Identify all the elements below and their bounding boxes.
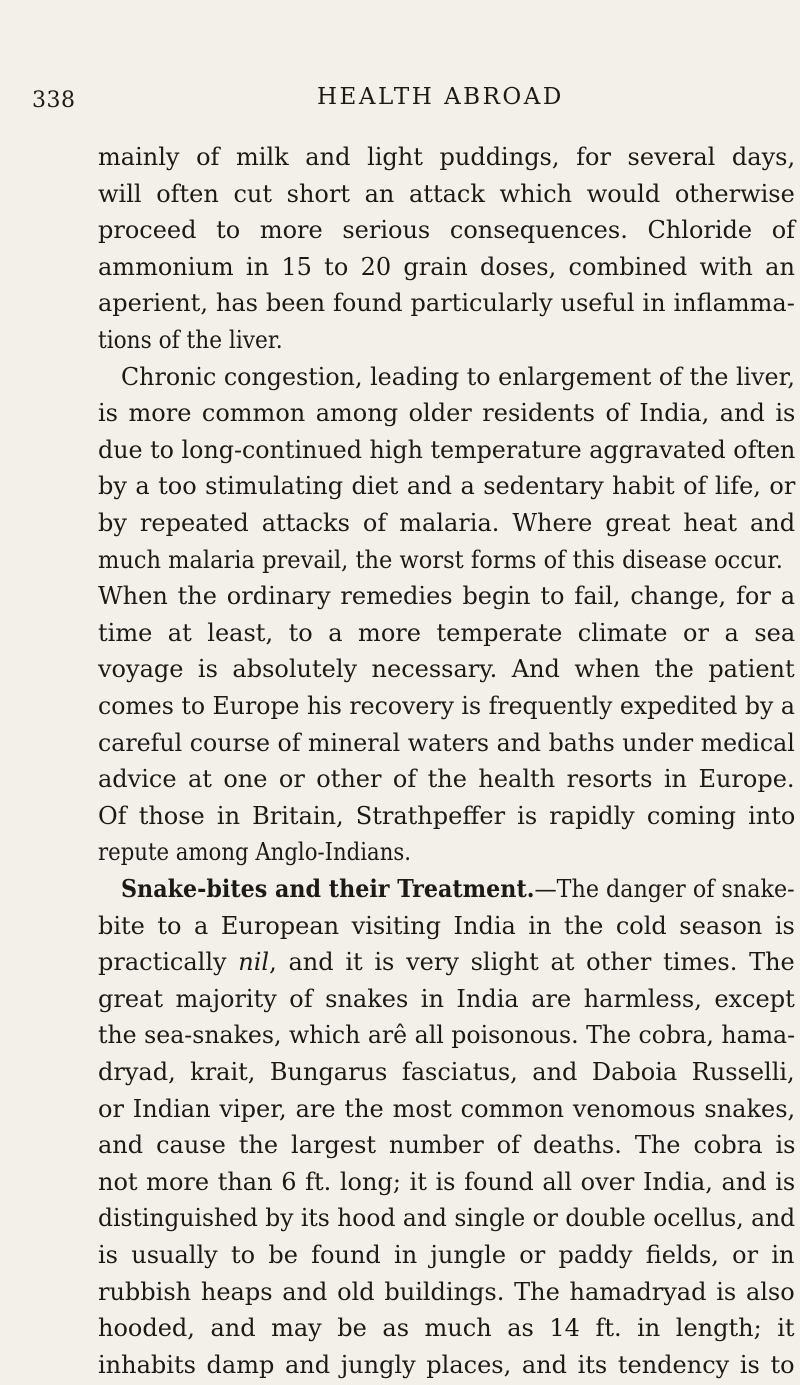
text-run: distinguished by its hood and single or double ocellus, and [98,1204,796,1233]
text-line [98,979,795,1019]
text-line [98,1345,795,1385]
text-line [98,906,795,946]
running-title: HEALTH ABROAD [317,84,564,110]
text-line [98,576,795,616]
text-run: mainly of milk and light puddings, for several days, [98,143,796,171]
text-run: by a too stimulating diet and a sedentary habit of life, or [98,472,796,501]
text-line [98,247,795,287]
italic-word: nil [238,948,270,977]
text-run: careful course of mineral waters and baths under medical [98,728,795,757]
text-run: due to long-continued high temperature aggravated often [98,435,796,464]
text-line [98,393,795,433]
text-line [98,320,283,360]
text-line [98,613,795,653]
section-heading: Snake-bites and their Treatment. [121,874,535,903]
text-line [98,649,795,689]
text-line [98,174,795,214]
text-line [98,1089,795,1129]
text-line [121,357,795,397]
text-line [98,503,795,543]
text-run: ammonium in 15 to 20 grain doses, combined with an [98,252,795,281]
text-run: practically [98,948,239,977]
text-run: rubbish heaps and old buildings. The hamadryad is also [98,1277,795,1306]
text-run: and cause the largest number of deaths. The cobra is [98,1131,796,1160]
text-run: not more than 6 ft. long; it is found all over India, and is [98,1167,796,1196]
text-line [98,1162,795,1202]
text-run: is usually to be found in jungle or paddy fields, or in [98,1241,795,1269]
text-run: repute among Anglo-Indians. [98,838,412,867]
text-run: or Indian viper, are the most common venomous snakes, [98,1094,796,1123]
text-run: When the ordinary remedies begin to fail, change, for a [98,582,796,611]
text-run: by repeated attacks of malaria. Where great heat and [98,509,796,537]
text-line [98,430,795,470]
text-run: will often cut short an attack which would otherwise [98,179,795,208]
text-line [98,1052,795,1092]
text-line [98,1198,795,1238]
text-run: time at least, to a more temperate climate or a sea [98,618,796,647]
running-head [0,82,800,122]
text-run: voyage is absolutely necessary. And when the patient [98,655,795,684]
text-line [98,686,795,726]
text-line [98,759,795,799]
text-line [98,540,783,580]
text-run: —The danger of snake- [534,875,795,903]
text-run: much malaria prevail, the worst forms of this disease occur. [98,545,783,574]
text-run: proceed to more serious consequences. Chloride of [98,216,796,245]
text-line [98,283,795,323]
text-run: tions of the liver. [98,326,283,354]
text-run: the sea-snakes, which arê all poisonous. The cobra, hama- [98,1021,796,1050]
text-line [98,1235,795,1275]
text-run: inhabits damp and jungly places, and its tendency is to [98,1350,795,1379]
text-line [98,1015,795,1055]
text-line [98,796,795,836]
page-number: 338 [32,88,76,113]
text-run: Chronic congestion, leading to enlargement of the liver, [121,362,795,391]
text-run: , and it is very slight at other times. The [269,948,795,977]
text-run: Of those in Britain, Strathpeffer is rapidly coming into [98,801,796,830]
text-run: bite to a European visiting India in the cold season is [98,911,795,940]
text-line [98,210,795,250]
text-line [98,1125,795,1165]
text-run: hooded, and may be as much as 14 ft. in length; it [98,1314,795,1343]
text-line [98,832,411,872]
text-run: aperient, has been found particularly useful in inflamma- [98,289,795,318]
text-line [98,137,795,177]
text-line [121,869,795,909]
text-line [98,1272,795,1312]
text-run: advice at one or other of the health resorts in Europe. [98,765,795,794]
text-line [98,723,795,763]
text-line [98,466,795,506]
text-run: great majority of snakes in India are harmless, except [98,984,795,1013]
text-run: dryad, krait, Bungarus fasciatus, and Daboia Russelli, [98,1058,795,1086]
text-line [98,942,795,982]
text-run: comes to Europe his recovery is frequently expedited by a [98,692,795,720]
text-line [98,1308,795,1348]
text-run: is more common among older residents of India, and is [98,399,796,428]
